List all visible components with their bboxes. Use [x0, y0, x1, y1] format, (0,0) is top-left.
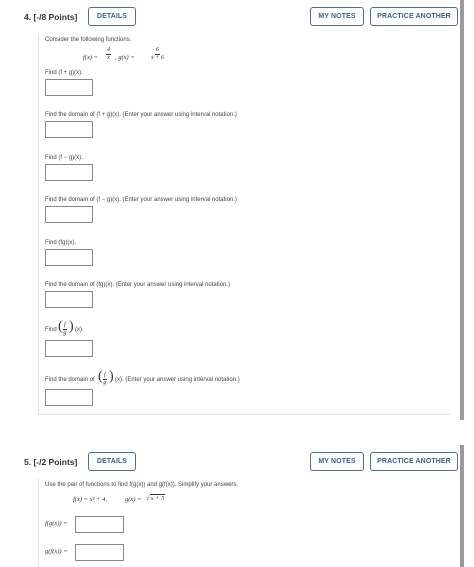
- g-denominator: x + 6: [151, 55, 164, 61]
- question-5-card: [14, 445, 464, 567]
- question-header: [14, 445, 460, 475]
- gf-answer-input[interactable]: [75, 544, 124, 561]
- prompt-quotient-suffix: (x).: [75, 327, 84, 333]
- fg-answer-input[interactable]: [75, 516, 124, 533]
- quotient-fraction: [63, 322, 67, 337]
- my-notes-button[interactable]: MY NOTES: [310, 452, 364, 471]
- prompt-difference-domain: Find the domain of (f − g)(x). (Enter your answer using interval notation.): [45, 197, 237, 203]
- f-denominator: x: [107, 55, 110, 61]
- right-paren: ): [69, 319, 74, 334]
- answer-sum-domain-input[interactable]: [45, 121, 93, 138]
- answer-sum-input[interactable]: [45, 79, 93, 96]
- question-number: 5. [-/2 Points]: [24, 457, 78, 467]
- question-header: [14, 0, 460, 30]
- right-paren: ): [109, 369, 114, 384]
- left-paren: (: [98, 369, 103, 384]
- prompt-quotient-label: Find: [45, 327, 57, 333]
- details-button[interactable]: DETAILS: [88, 7, 136, 26]
- practice-another-button[interactable]: PRACTICE ANOTHER: [370, 452, 458, 471]
- answer-difference-domain-input[interactable]: [45, 206, 93, 223]
- g-fraction: [151, 47, 164, 62]
- fg-label: f(g(x)) =: [45, 520, 68, 527]
- quotient-denominator: g: [63, 330, 67, 336]
- g-numerator: 6: [155, 47, 159, 53]
- quotient-numerator: f: [64, 322, 66, 328]
- question-number: 4. [-/8 Points]: [24, 12, 78, 22]
- prompt-quotient-domain-suffix: (x). (Enter your answer using interval notation.): [115, 377, 240, 383]
- practice-another-button[interactable]: PRACTICE ANOTHER: [370, 7, 458, 26]
- quotient-domain-fraction: [103, 372, 107, 387]
- answer-product-input[interactable]: [45, 249, 93, 266]
- answer-quotient-input[interactable]: [45, 340, 93, 357]
- g-radicand: x + 5: [150, 495, 165, 502]
- f-numerator: 4: [107, 47, 110, 53]
- question-4-card: [14, 0, 464, 420]
- answer-quotient-domain-input[interactable]: [45, 389, 93, 406]
- f-definition: f(x) =: [83, 54, 99, 61]
- quotient-denominator: g: [103, 380, 107, 386]
- f-fraction: [106, 47, 111, 62]
- question-intro: Use the pair of functions to find f(g(x)) and g(f(x)). Simplify your answers.: [45, 482, 239, 488]
- left-paren: (: [58, 319, 63, 334]
- question-intro: Consider the following functions.: [45, 37, 132, 43]
- my-notes-button[interactable]: MY NOTES: [310, 7, 364, 26]
- prompt-sum: Find (f + g)(x).: [45, 70, 83, 76]
- answer-difference-input[interactable]: [45, 164, 93, 181]
- quotient-numerator: f: [104, 372, 106, 378]
- prompt-difference: Find (f − g)(x).: [45, 155, 83, 161]
- question-body: [38, 33, 450, 415]
- answer-product-domain-input[interactable]: [45, 291, 93, 308]
- details-button[interactable]: DETAILS: [88, 452, 136, 471]
- g-definition: , g(x) =: [115, 54, 135, 61]
- question-body: [38, 478, 450, 566]
- f-definition: f(x) = x² + 4,: [73, 496, 108, 503]
- g-sqrt: √x + 5: [146, 495, 165, 502]
- prompt-product-domain: Find the domain of (fg)(x). (Enter your answer using interval notation.): [45, 282, 231, 288]
- g-definition: g(x) =: [125, 496, 142, 503]
- prompt-sum-domain: Find the domain of (f + g)(x). (Enter your answer using interval notation.): [45, 112, 237, 118]
- prompt-product: Find (fg)(x).: [45, 240, 77, 246]
- gf-label: g(f(x)) =: [45, 548, 68, 555]
- prompt-quotient-domain-label: Find the domain of: [45, 377, 95, 383]
